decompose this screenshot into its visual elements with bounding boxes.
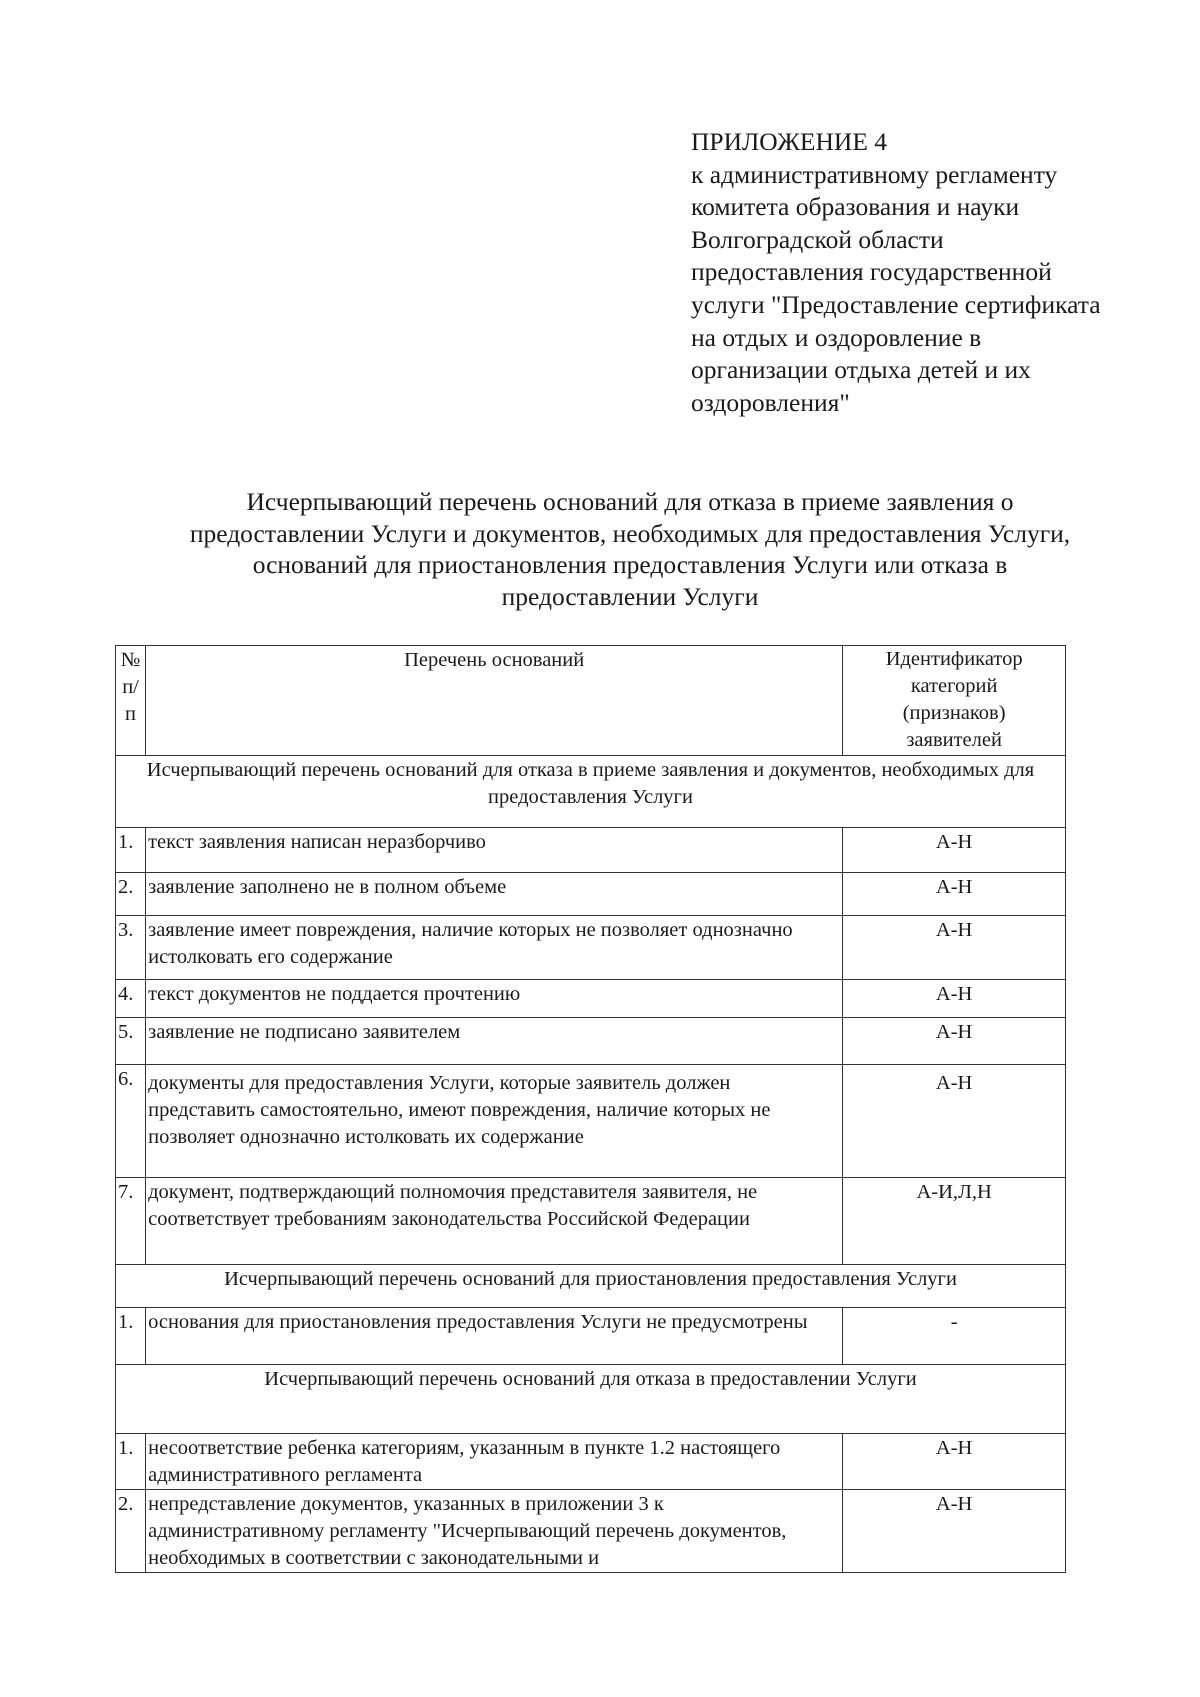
- table-row: [116, 1434, 1066, 1490]
- table-row: [116, 1308, 1066, 1365]
- row-text: заявление имеет повреждения, наличие которых не позволяет однозначно истолковать его содержание: [146, 916, 843, 980]
- section-row: [116, 756, 1066, 828]
- row-num: 2.: [116, 1490, 146, 1573]
- appendix-line: Волгоградской области: [691, 224, 944, 254]
- row-num: 6.: [116, 1065, 146, 1178]
- row-num: 7.: [116, 1178, 146, 1265]
- row-id: А-Н: [843, 1434, 1066, 1490]
- row-text: несоответствие ребенка категориям, указанным в пункте 1.2 настоящего административного регламента: [146, 1434, 843, 1490]
- row-text: заявление не подписано заявителем: [146, 1018, 843, 1065]
- appendix-heading: [691, 126, 1161, 419]
- header-text: Перечень оснований: [146, 646, 843, 756]
- appendix-line: ПРИЛОЖЕНИЕ 4: [691, 127, 888, 156]
- section-title: Исчерпывающий перечень оснований для отказа в приеме заявления и документов, необходимых для предоставления Услуги: [116, 756, 1066, 828]
- row-text: текст заявления написан неразборчиво: [146, 828, 843, 873]
- row-id: А-Н: [843, 1065, 1066, 1178]
- table-row: [116, 1178, 1066, 1265]
- row-id: А-Н: [843, 1490, 1066, 1573]
- table-row: [116, 1065, 1066, 1178]
- appendix-line: к административному регламенту: [691, 159, 1058, 189]
- table-header-row: [116, 646, 1066, 756]
- table-row: [116, 1490, 1066, 1573]
- title-line: Исчерпывающий перечень оснований для отказа в приеме заявления о: [246, 487, 1014, 516]
- row-num: 1.: [116, 1434, 146, 1490]
- appendix-line: оздоровления": [691, 387, 850, 417]
- row-id: А-Н: [843, 873, 1066, 916]
- section-title: Исчерпывающий перечень оснований для приостановления предоставления Услуги: [116, 1265, 1066, 1308]
- table-row: [116, 1018, 1066, 1065]
- row-num: 3.: [116, 916, 146, 980]
- row-text: текст документов не поддается прочтению: [146, 980, 843, 1018]
- section-title: Исчерпывающий перечень оснований для отказа в предоставлении Услуги: [116, 1365, 1066, 1434]
- appendix-line: предоставления государственной: [691, 257, 1052, 287]
- appendix-line: на отдых и оздоровление в: [691, 322, 982, 352]
- section-row: [116, 1365, 1066, 1434]
- row-id: А-Н: [843, 1018, 1066, 1065]
- row-id: А-Н: [843, 916, 1066, 980]
- row-text: основания для приостановления предоставления Услуги не предусмотрены: [146, 1308, 843, 1365]
- table-row: [116, 916, 1066, 980]
- appendix-line: организации отдыха детей и их: [691, 355, 1031, 385]
- header-id: Идентификатор категорий (признаков) заявителей: [843, 646, 1066, 756]
- header-num: № п/п: [116, 646, 146, 756]
- title-line: оснований для приостановления предоставления Услуги или отказа в: [252, 550, 1008, 579]
- title-line: предоставлении Услуги: [501, 581, 759, 611]
- row-num: 1.: [116, 828, 146, 873]
- row-text: непредставление документов, указанных в приложении 3 к административному регламенту "Исчерпывающий перечень документов, необходимых в соответствии с законодательными и: [146, 1490, 843, 1573]
- appendix-line: услуги "Предоставление сертификата: [691, 289, 1101, 319]
- table-row: [116, 873, 1066, 916]
- row-id: -: [843, 1308, 1066, 1365]
- row-text: документ, подтверждающий полномочия представителя заявителя, не соответствует требованиям законодательства Российской Федерации: [146, 1178, 843, 1265]
- appendix-line: комитета образования и науки: [691, 192, 1020, 222]
- row-num: 5.: [116, 1018, 146, 1065]
- row-id: А-Н: [843, 980, 1066, 1018]
- row-id: А-И,Л,Н: [843, 1178, 1066, 1265]
- row-num: 1.: [116, 1308, 146, 1365]
- row-text: заявление заполнено не в полном объеме: [146, 873, 843, 916]
- section-row: [116, 1265, 1066, 1308]
- grounds-table: [115, 645, 1066, 1573]
- row-text: документы для предоставления Услуги, которые заявитель должен представить самостоятельно, имеют повреждения, наличие которых не позволяет однозначно истолковать их содержание: [146, 1065, 843, 1178]
- row-num: 4.: [116, 980, 146, 1018]
- table-row: [116, 980, 1066, 1018]
- title-line: предоставлении Услуги и документов, необходимых для предоставления Услуги,: [189, 518, 1071, 548]
- row-num: 2.: [116, 873, 146, 916]
- table-row: [116, 828, 1066, 873]
- document-title: [110, 486, 1150, 612]
- row-id: А-Н: [843, 828, 1066, 873]
